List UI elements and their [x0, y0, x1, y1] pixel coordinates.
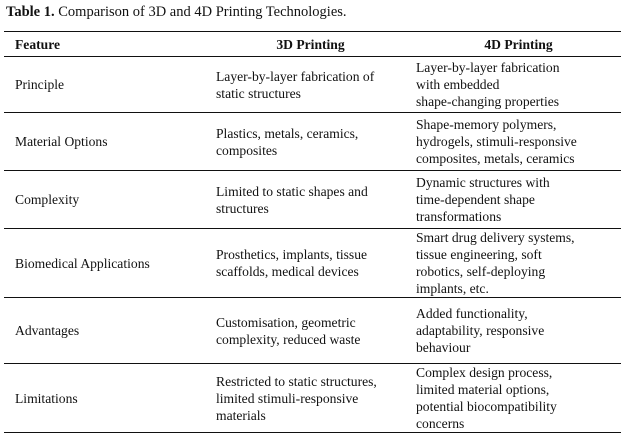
feature-cell: Material Options [15, 134, 108, 149]
cell-4d-printing [405, 364, 621, 433]
table-body [4, 57, 621, 433]
cell-line: hydrogels, stimuli-responsive [416, 134, 577, 149]
table-row [4, 171, 621, 229]
cell-line: materials [216, 407, 266, 423]
table-caption-label: Table 1. [6, 4, 55, 20]
header-3d-printing: 3D Printing [276, 36, 345, 52]
cell-line: Restricted to static structures, [216, 373, 377, 389]
header-4d-printing: 4D Printing [484, 36, 553, 52]
cell-line: Layer-by-layer fabrication [416, 60, 560, 75]
table-caption [6, 3, 347, 21]
cell-3d-printing [205, 113, 405, 171]
cell-line: time-dependent shape [416, 192, 535, 207]
cell-line: composites [216, 142, 278, 158]
cell-line: adaptability, responsive [416, 323, 545, 338]
cell-line: Plastics, metals, ceramics, [216, 125, 359, 141]
cell-line: limited material options, [416, 382, 550, 397]
cell-line: Dynamic structures with [416, 175, 550, 190]
cell-line: static structures [216, 85, 301, 101]
table-row [4, 113, 621, 171]
cell-line: potential biocompatibility [416, 399, 557, 414]
feature-cell: Complexity [15, 192, 80, 207]
table-header-row [4, 32, 621, 57]
cell-line: Smart drug delivery systems, [416, 230, 575, 245]
table-row [4, 229, 621, 298]
cell-4d-printing [405, 171, 621, 229]
cell-4d-printing [405, 57, 621, 113]
cell-4d-printing [405, 298, 621, 364]
cell-line: Shape-memory polymers, [416, 117, 557, 132]
cell-4d-printing [405, 113, 621, 171]
cell-line: scaffolds, medical devices [216, 264, 359, 279]
table-row [4, 298, 621, 364]
cell-3d-printing [205, 171, 405, 229]
cell-line: robotics, self-deploying [416, 264, 546, 279]
cell-line: Limited to static shapes and [216, 183, 368, 199]
cell-line: tissue engineering, soft [416, 247, 542, 262]
cell-line: Complex design process, [416, 365, 553, 380]
cell-3d-printing [205, 229, 405, 298]
cell-4d-printing [405, 229, 621, 298]
cell-line: limited stimuli-responsive [216, 390, 359, 406]
cell-line: Prosthetics, implants, tissue [216, 247, 368, 262]
table-row [4, 57, 621, 113]
cell-line: Customisation, geometric [216, 314, 356, 330]
table-caption-text: Comparison of 3D and 4D Printing Technologies. [58, 4, 347, 20]
cell-line: Layer-by-layer fabrication of [216, 68, 375, 84]
table-row [4, 364, 621, 433]
feature-cell: Advantages [15, 323, 80, 338]
cell-line: Added functionality, [416, 306, 528, 321]
feature-cell: Biomedical Applications [15, 255, 150, 271]
cell-line: with embedded [416, 77, 500, 92]
cell-line: transformations [416, 209, 502, 224]
comparison-table [4, 31, 621, 433]
cell-3d-printing [205, 364, 405, 433]
feature-cell: Principle [15, 77, 65, 92]
cell-line: implants, etc. [416, 281, 489, 296]
cell-line: structures [216, 200, 269, 216]
cell-line: shape-changing properties [416, 94, 560, 109]
cell-line: concerns [416, 416, 465, 431]
cell-3d-printing [205, 57, 405, 113]
cell-3d-printing [205, 298, 405, 364]
cell-line: composites, metals, ceramics [416, 151, 575, 166]
cell-line: behaviour [416, 340, 471, 355]
cell-line: complexity, reduced waste [216, 331, 361, 347]
header-feature: Feature [15, 36, 61, 52]
feature-cell: Limitations [15, 390, 78, 406]
